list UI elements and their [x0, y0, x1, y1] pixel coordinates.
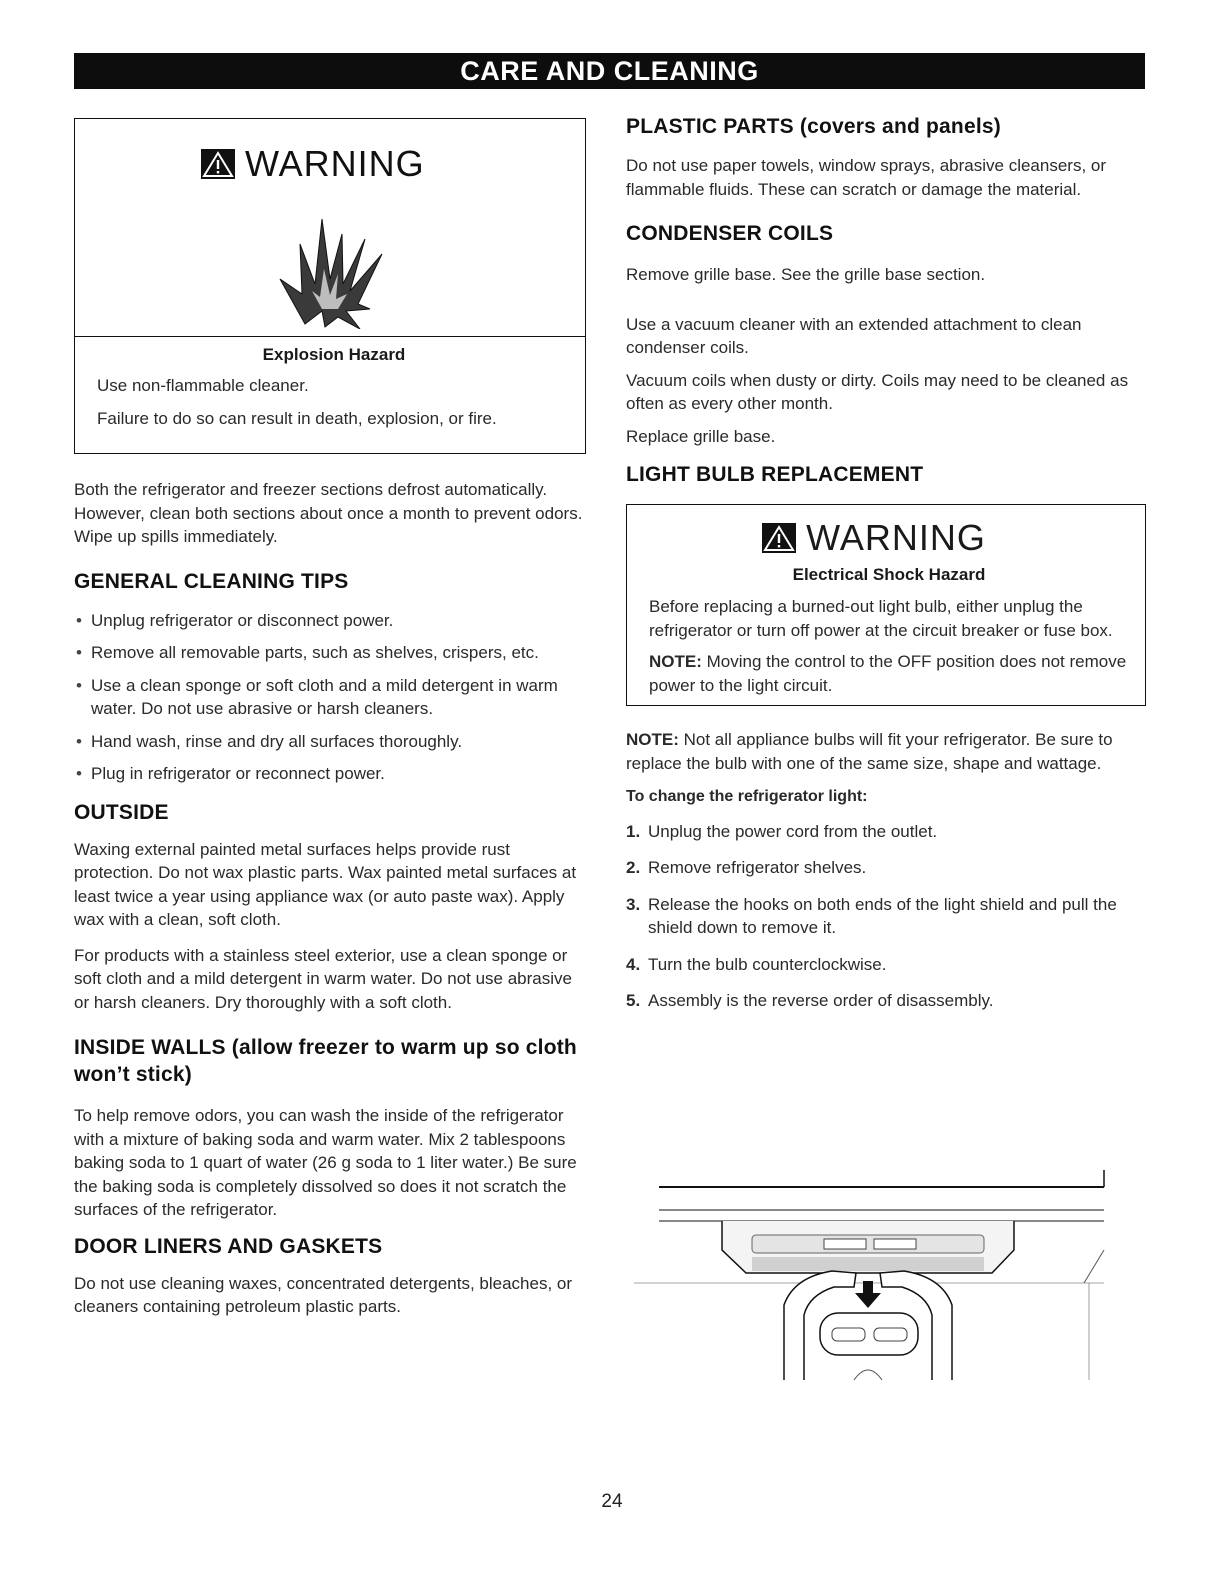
explosion-warning-box [74, 118, 586, 454]
list-item: • Hand wash, rinse and dry all surfaces thoroughly. [74, 730, 586, 754]
inside-walls-heading: INSIDE WALLS (allow freezer to warm up so cloth won’t stick) [74, 1036, 577, 1086]
door-liners-paragraph: Do not use cleaning waxes, concentrated detergents, bleaches, or cleaners containing petroleum plastic parts. [74, 1273, 573, 1316]
inside-walls-paragraph: To help remove odors, you can wash the inside of the refrigerator with a mixture of baking soda and warm water. Mix 2 tablespoons baking soda to 1 quart of water (26 g soda to 1 liter water.) Be sure the baking soda is completely dissolved so does it not scratch the surfaces of the refrigerator. [74, 1106, 577, 1219]
list-item: • Remove all removable parts, such as shelves, crispers, etc. [74, 641, 586, 665]
change-light-subheading: To change the refrigerator light: [626, 788, 868, 805]
general-cleaning-heading: GENERAL CLEANING TIPS [74, 569, 349, 593]
warning-triangle-icon [201, 149, 235, 179]
warning-heading: WARNING [201, 143, 425, 185]
general-cleaning-list [74, 609, 586, 786]
warning-line-1: Use non-flammable cleaner. [97, 376, 309, 395]
condenser-paragraph-3: Vacuum coils when dusty or dirty. Coils may need to be cleaned as often as every other month. [626, 370, 1129, 413]
shock-warning-box [626, 504, 1146, 706]
light-steps-list [626, 820, 1146, 1013]
list-item: 2. Remove refrigerator shelves. [626, 858, 867, 877]
explosion-icon [250, 199, 410, 329]
page-number: 24 [601, 1491, 623, 1512]
condenser-coils-heading: CONDENSER COILS [626, 222, 834, 245]
condenser-paragraph-1: Remove grille base. See the grille base section. [626, 265, 986, 284]
intro-paragraph: Both the refrigerator and freezer sections defrost automatically. However, clean both sections about once a month to prevent odors. Wipe up spills immediately. [74, 480, 583, 546]
list-item: 4. Turn the bulb counterclockwise. [626, 954, 887, 974]
warning-triangle-icon [762, 523, 796, 553]
list-item: 3. Release the hooks on both ends of the light shield and pull the shield down to remove it. [626, 894, 1117, 937]
condenser-paragraph-4: Replace grille base. [626, 426, 776, 446]
shock-warning-paragraph: Before replacing a burned-out light bulb, either unplug the refrigerator or turn off power at the circuit breaker or fuse box. [649, 597, 1113, 640]
list-item: • Unplug refrigerator or disconnect power. [74, 609, 586, 633]
shock-warning-note: NOTE: Moving the control to the OFF position does not remove power to the light circuit. [649, 652, 1127, 695]
plastic-parts-paragraph: Do not use paper towels, window sprays, abrasive cleansers, or flammable fluids. These can scratch or damage the material. [626, 156, 1107, 199]
right-column [626, 114, 1146, 1026]
list-item: • Use a clean sponge or soft cloth and a mild detergent in warm water. Do not use abrasive or harsh cleaners. [74, 674, 586, 721]
left-column [74, 118, 586, 1319]
hazard-label: Explosion Hazard [262, 345, 406, 364]
outside-paragraph-2: For products with a stainless steel exterior, use a clean sponge or soft cloth and a mild detergent in warm water. Do not use abrasive or harsh cleaners. Dry thoroughly with a soft cloth. [74, 945, 572, 1012]
outside-heading: OUTSIDE [74, 800, 169, 824]
warning-heading: WARNING [619, 517, 1129, 559]
plastic-parts-heading: PLASTIC PARTS (covers and panels) [626, 115, 1001, 138]
page-banner: CARE AND CLEANING [74, 53, 1145, 89]
list-item: • Plug in refrigerator or reconnect power. [74, 762, 586, 786]
light-bulb-heading: LIGHT BULB REPLACEMENT [626, 463, 924, 486]
warning-line-2: Failure to do so can result in death, explosion, or fire. [97, 408, 497, 428]
hazard-label: Electrical Shock Hazard [792, 565, 986, 584]
outside-paragraph-1: Waxing external painted metal surfaces helps provide rust protection. Do not wax plastic parts. Wax painted metal surfaces at least twice a year using appliance wax (or auto paste wax). Apply wax with a clean, soft cloth. [74, 839, 577, 929]
bulb-note: NOTE: Not all appliance bulbs will fit your refrigerator. Be sure to replace the bulb with one of the same size, shape and wattage. [626, 730, 1113, 773]
list-item: 5. Assembly is the reverse order of disassembly. [626, 991, 994, 1010]
condenser-paragraph-2: Use a vacuum cleaner with an extended attachment to clean condenser coils. [626, 314, 1082, 357]
light-shield-illustration [634, 1165, 1109, 1385]
door-liners-heading: DOOR LINERS AND GASKETS [74, 1234, 383, 1258]
list-item: 1. Unplug the power cord from the outlet. [626, 821, 938, 841]
